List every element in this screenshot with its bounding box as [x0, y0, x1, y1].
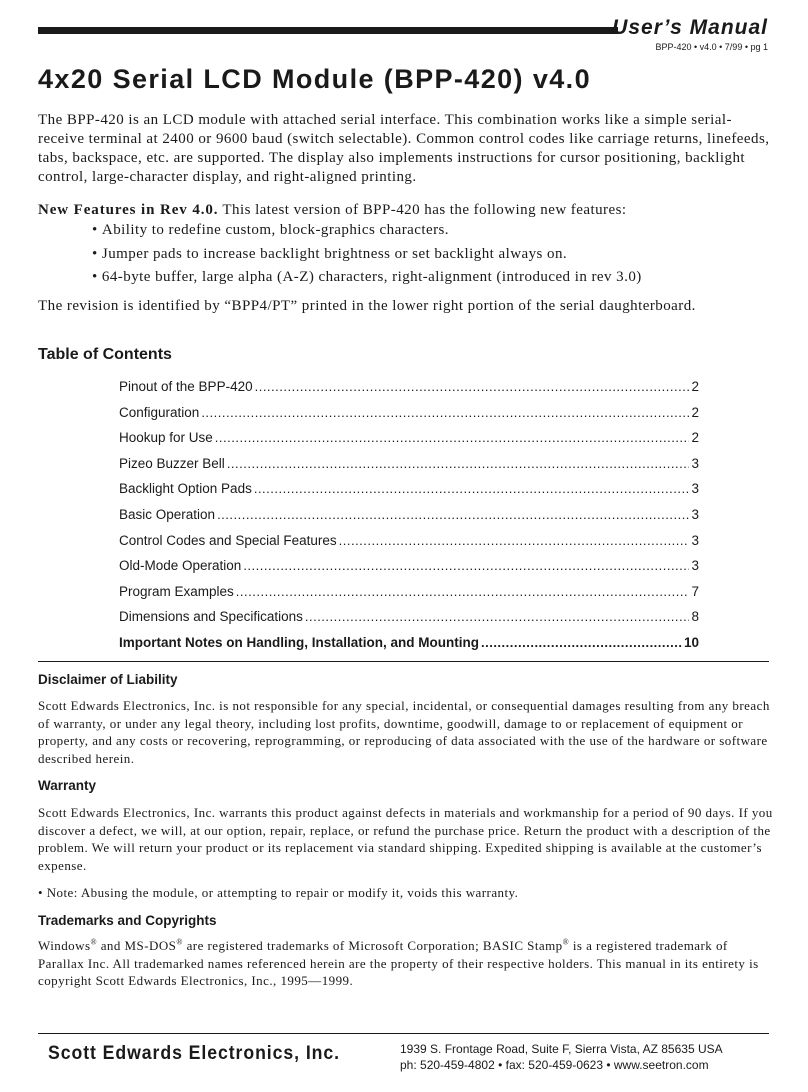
toc-entry-title: Program Examples: [119, 583, 234, 599]
registered-mark: ®: [176, 937, 183, 947]
toc-entry-hookup[interactable]: [119, 430, 699, 456]
toc-entry-title: Pinout of the BPP-420: [119, 379, 253, 394]
toc-leader-dots: [201, 405, 689, 420]
disclaimer-text: Scott Edwards Electronics, Inc. is not responsible for any special, incidental, or consequential damages resulting from any breach of warranty, or under any legal theory, including lost profits, downtime, goodwill, damage to or replacement of equipment or property, and any costs or recovering, reprogramming, or reproducing of data associated with the use of the hardware or software described herein.: [38, 698, 770, 766]
toc-entry-page: 7: [691, 583, 699, 599]
feature-item: • 64-byte buffer, large alpha (A-Z) characters, right-alignment (introduced in rev 3.0): [92, 268, 782, 287]
footer-contact: ph: 520-459-4802 • fax: 520-459-0623 • www.seetron.com: [400, 1058, 709, 1072]
toc-leader-dots: [215, 430, 690, 445]
trademarks-text: [38, 937, 774, 990]
toc-leader-dots: [481, 635, 682, 650]
registered-mark: ®: [90, 937, 97, 947]
feature-item: • Jumper pads to increase backlight brightness or set backlight always on.: [92, 245, 782, 264]
toc-entry-title: Configuration: [119, 404, 200, 420]
features-text: This latest version of BPP-420 has the following new features:: [218, 202, 627, 218]
warranty-note: • Note: Abusing the module, or attempting to repair or modify it, voids this warranty.: [38, 885, 519, 900]
table-of-contents: [119, 379, 699, 661]
toc-entry-control-codes[interactable]: [119, 533, 699, 559]
toc-leader-dots: [339, 533, 690, 548]
tm-windows: Windows: [38, 938, 91, 953]
feature-item: • Ability to redefine custom, block-graphics characters.: [92, 221, 782, 240]
trademarks-heading: Trademarks and Copyrights: [38, 913, 217, 928]
toc-leader-dots: [255, 379, 690, 394]
warranty-heading: Warranty: [38, 778, 97, 793]
toc-entry-page: 3: [691, 506, 699, 522]
toc-entry-title: Pizeo Buzzer Bell: [119, 455, 225, 471]
tm-msdos: MS-DOS: [124, 938, 177, 953]
toc-entry-backlight[interactable]: [119, 481, 699, 507]
features-lead: New Features in Rev 4.0.: [38, 202, 219, 218]
features-list: [92, 221, 782, 292]
registered-mark: ®: [562, 937, 570, 947]
toc-entry-title: Important Notes on Handling, Installation, and Mounting: [119, 634, 479, 650]
toc-entry-important-notes[interactable]: [119, 635, 699, 661]
toc-entry-page: 3: [691, 481, 699, 497]
toc-entry-page: 3: [691, 532, 699, 548]
toc-entry-page: 3: [691, 558, 699, 574]
toc-entry-title: Backlight Option Pads: [119, 481, 252, 497]
toc-leader-dots: [243, 558, 689, 573]
toc-entry-title: Basic Operation: [119, 506, 216, 522]
doc-reference: BPP-420 • v4.0 • 7/99 • pg 1: [655, 42, 768, 52]
toc-entry-title: Dimensions and Specifications: [119, 609, 303, 625]
toc-entry-old-mode[interactable]: [119, 558, 699, 584]
disclaimer-heading: Disclaimer of Liability: [38, 672, 178, 687]
toc-entry-buzzer[interactable]: [119, 456, 699, 482]
toc-entry-page: 8: [691, 609, 699, 625]
manual-label: User’s Manual: [612, 16, 768, 39]
toc-entry-page: 3: [691, 455, 699, 471]
intro-paragraph: The BPP-420 is an LCD module with attached serial interface. This combination works like a simple serial-receive terminal at 2400 or 9600 baud (switch selectable). Common control codes like carriage returns, linefeeds, tabs, backspace, etc. are supported. The display also implements instructions for cursor positioning, backlight control, large-character display, and right-aligned printing.: [38, 112, 770, 185]
toc-heading: Table of Contents: [38, 346, 172, 363]
toc-entry-program-examples[interactable]: [119, 584, 699, 610]
toc-entry-page: 2: [691, 404, 699, 420]
header-rule: [38, 27, 618, 34]
toc-entry-page: 2: [691, 379, 699, 394]
tm-rest: is a registered trademark of Parallax Inc. All trademarked names referenced herein are the property of their respective holders. This manual in its entirety is copyright Scott Edwards Electronics, Inc., 1995—1999.: [38, 938, 759, 988]
toc-entry-pinout[interactable]: [119, 379, 699, 405]
toc-leader-dots: [217, 507, 689, 522]
features-paragraph: [38, 201, 778, 220]
footer-divider: [38, 1033, 769, 1034]
revision-note: The revision is identified by “BPP4/PT” printed in the lower right portion of the serial daughterboard.: [38, 298, 696, 314]
toc-entry-title: Old-Mode Operation: [119, 558, 242, 574]
section-divider: [38, 661, 769, 662]
tm-and: and: [97, 938, 125, 953]
toc-entry-page: 2: [691, 430, 699, 446]
footer-company-name: Scott Edwards Electronics, Inc.: [48, 1043, 340, 1064]
toc-entry-basic-operation[interactable]: [119, 507, 699, 533]
toc-leader-dots: [227, 456, 690, 471]
toc-leader-dots: [254, 481, 690, 496]
page-header: [38, 14, 768, 54]
warranty-text: Scott Edwards Electronics, Inc. warrants this product against defects in materials and workmanship for a period of 90 days. If you discover a defect, we will, at our option, repair, replace, or refund the purchase price. Return the product with a description of the problem. We will return your product or its replacement via standard shipping. Expedited shipping is available at the customer’s expense.: [38, 805, 773, 873]
toc-entry-page: 10: [683, 634, 699, 650]
tm-basic-stamp: BASIC Stamp: [482, 938, 563, 953]
footer-contact-block: [400, 1041, 723, 1073]
toc-entry-dimensions[interactable]: [119, 609, 699, 635]
page-title: 4x20 Serial LCD Module (BPP-420) v4.0: [38, 64, 591, 94]
toc-entry-title: Hookup for Use: [119, 430, 213, 446]
toc-entry-title: Control Codes and Special Features: [119, 532, 337, 548]
toc-leader-dots: [305, 609, 690, 624]
tm-mid: are registered trademarks of Microsoft Corporation;: [182, 938, 483, 953]
toc-entry-configuration[interactable]: [119, 405, 699, 431]
footer-address: 1939 S. Frontage Road, Suite F, Sierra Vista, AZ 85635 USA: [400, 1042, 723, 1056]
toc-leader-dots: [236, 584, 690, 599]
